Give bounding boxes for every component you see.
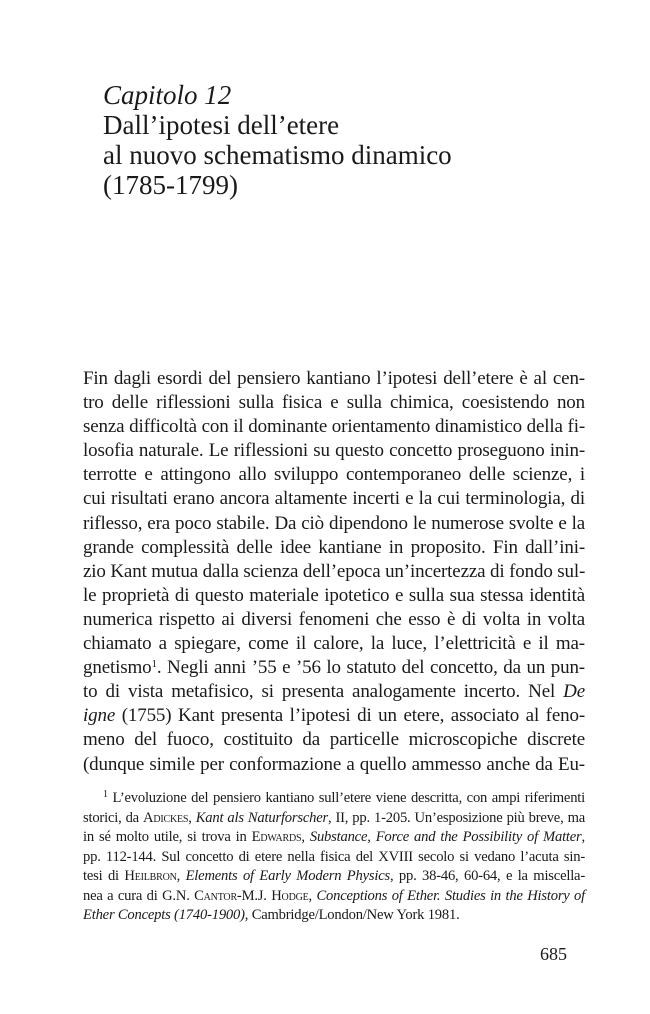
footnote-text-run: , II, pp. 1-205. Un’esposizione più breve, ma (327, 809, 585, 826)
body-line: losofia naturale. Le riflessioni su questo concetto proseguono inin- (83, 440, 585, 462)
footnote-line (83, 809, 585, 829)
chapter-title (103, 110, 563, 200)
body-line: numerica rispetto ai diversi fenomeni che esso è di volta in volta (83, 608, 585, 630)
book-title: Elements of Early Modern Physics (185, 868, 390, 884)
footnote-text-run: , Cambridge/London/New York 1981. (244, 907, 460, 923)
footnote-line (83, 867, 585, 887)
body-text-run: . Negli anni ’55 e ’56 lo statuto del concetto, da un pun- (156, 657, 585, 679)
author-name: Edwards (251, 829, 302, 845)
body-text-run: (1755) Kant presenta l’ipotesi di un etere, associato al feno- (115, 705, 585, 727)
book-title: Ether Concepts (1740-1900) (83, 907, 245, 923)
footnote-text-run: tesi di (83, 868, 125, 884)
author-name: Heilbron (124, 868, 177, 884)
footnote-marker: 1 (103, 789, 108, 800)
footnote-text-run: -M.J. (236, 887, 272, 904)
book-title: Conceptions of Ether. Studies in the History of (316, 887, 585, 904)
body-text-run: gnetismo (83, 657, 152, 679)
body-line: tro delle riflessioni sulla fisica e sulla chimica, coesistendo non (83, 392, 585, 414)
body-line: le proprietà di questo materiale ipotetico e sulla sua stessa identità (83, 584, 585, 606)
body-line (83, 704, 585, 728)
footnote-text-run: nea a cura di G.N. (83, 887, 195, 904)
italic-title: De (563, 681, 585, 703)
footnote-text-run: , (176, 868, 186, 884)
chapter-title-line: (1785-1799) (103, 170, 238, 200)
chapter-title-line: al nuovo schematismo dinamico (103, 140, 452, 170)
footnote-text-run: L’evoluzione del pensiero kantiano sull’etere viene descritta, con ampi riferimenti (107, 790, 585, 806)
body-line (83, 656, 585, 680)
body-line: (dunque simile per conformazione a quello ammesso anche da Eu- (83, 753, 585, 775)
page-number: 685 (540, 944, 567, 964)
footnote-text-run: , (581, 829, 585, 845)
author-name: Adickes (143, 809, 189, 826)
footnote-line (83, 887, 585, 907)
body-line (83, 680, 585, 704)
chapter-heading (103, 80, 563, 200)
body-line: terrotte e attingono allo sviluppo contemporaneo delle scienze, i (83, 464, 585, 486)
footnote-text-run: , (301, 829, 310, 845)
author-name: Cantor (194, 887, 237, 904)
footnote-text-run: , (188, 809, 196, 826)
body-line: grande complessità delle idee kantiane in proposito. Fin dall’ini- (83, 536, 585, 558)
chapter-label: Capitolo 12 (103, 80, 232, 110)
body-line: Fin dagli esordi del pensiero kantiano l’ipotesi dell’etere è al cen- (83, 368, 585, 389)
body-line: chiamato a spiegare, come il calore, la luce, l’elettricità e il ma- (83, 633, 585, 655)
italic-title: igne (83, 705, 116, 727)
footnote-line (83, 906, 585, 926)
book-title: Substance, Force and the Possibility of Matter (309, 829, 582, 845)
chapter-title-line: Dall’ipotesi dell’etere (103, 110, 340, 140)
body-paragraph (83, 367, 585, 777)
footnote-line (83, 789, 585, 809)
footnote-text-run: in sé molto utile, si trova in (83, 829, 252, 845)
body-line: meno del fuoco, costituito da particelle microscopiche discrete (83, 729, 585, 751)
body-line: zio Kant mutua dalla scienza dell’epoca un’incertezza di fondo sul- (83, 560, 586, 582)
body-line: senza difficoltà con il dominante orientamento dinamistico della fi- (83, 416, 585, 438)
footnote-line: pp. 112-144. Sul concetto di etere nella fisica del XVIII secolo si vedano l’acuta sin- (83, 848, 585, 865)
author-name: Hodge (271, 887, 309, 904)
footnote-text-run: storici, da (83, 809, 143, 826)
body-line: cui risultati erano ancora altamente incerti e la cui terminologia, di (83, 488, 585, 510)
footnote-text-run: , (308, 887, 317, 904)
body-line: riflesso, era poco stabile. Da ciò dipendono le numerose svolte e la (83, 512, 585, 534)
footnote-line (83, 828, 585, 848)
footnote-reference: 1 (151, 658, 157, 671)
book-title: Kant als Naturforscher (195, 809, 328, 826)
footnote (83, 789, 585, 926)
body-text-run: to di vista metafisico, si presenta analogamente incerto. Nel (83, 681, 564, 703)
footnote-text-run: , pp. 38-46, 60-64, e la miscella- (389, 868, 585, 884)
